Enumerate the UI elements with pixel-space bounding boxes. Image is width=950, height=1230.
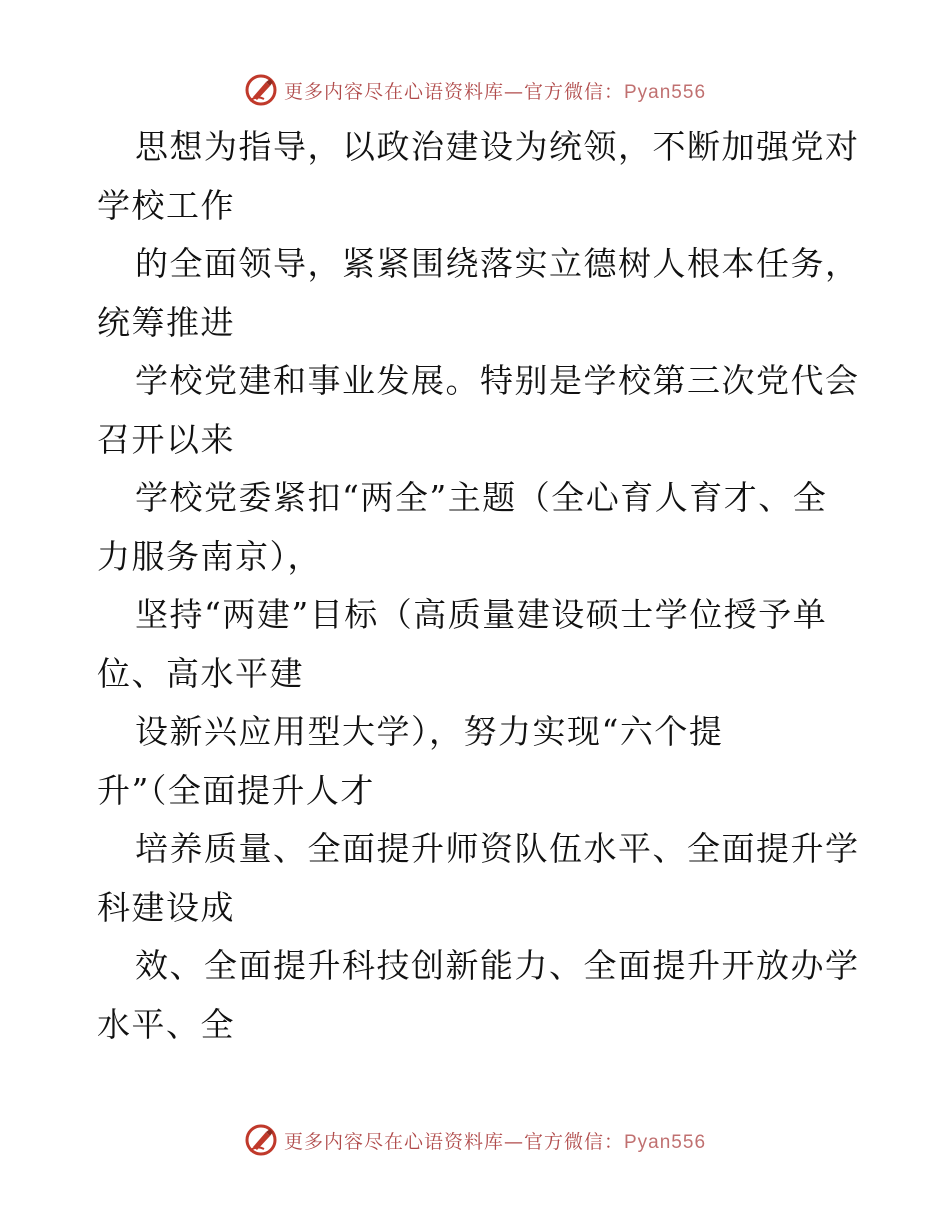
footer-wechat-id: Pyan556 [624, 1131, 707, 1153]
body-line: 学校党建和事业发展。特别是学校第三次党代会 [135, 361, 860, 400]
footer-banner [0, 1120, 950, 1160]
body-line: 效、全面提升科技创新能力、全面提升开放办学 [135, 946, 860, 985]
footer-banner-text: 更多内容尽在心语资料库—官方微信：Pyan556 [283, 1130, 707, 1153]
header-banner-text: 更多内容尽在心语资料库—官方微信：Pyan556 [283, 80, 707, 103]
header-banner [0, 70, 950, 110]
body-line: 思想为指导，以政治建设为统领，不断加强党对 [135, 127, 860, 166]
body-line: 水平、全 [97, 1004, 235, 1044]
document-body [97, 118, 860, 1054]
body-line: 的全面领导，紧紧围绕落实立德树人根本任务， [135, 244, 860, 283]
body-line: 科建设成 [97, 887, 235, 927]
body-line: 坚持“两建”目标（高质量建设硕士学位授予单 [135, 595, 828, 634]
logo-icon [244, 73, 278, 107]
body-line: 学校工作 [97, 185, 235, 225]
body-line: 统筹推进 [97, 302, 235, 342]
body-line: 召开以来 [97, 419, 235, 459]
body-line: 力服务南京）， [97, 536, 322, 576]
body-line: 位、高水平建 [97, 653, 304, 693]
body-line: 学校党委紧扣“两全”主题（全心育人育才、全 [135, 478, 828, 517]
body-line: 设新兴应用型大学），努力实现“六个提 [135, 712, 724, 751]
body-line: 培养质量、全面提升师资队伍水平、全面提升学 [135, 829, 860, 868]
header-wechat-id: Pyan556 [624, 81, 707, 103]
logo-icon [244, 1123, 278, 1157]
body-line: 升”（全面提升人才 [97, 770, 375, 810]
